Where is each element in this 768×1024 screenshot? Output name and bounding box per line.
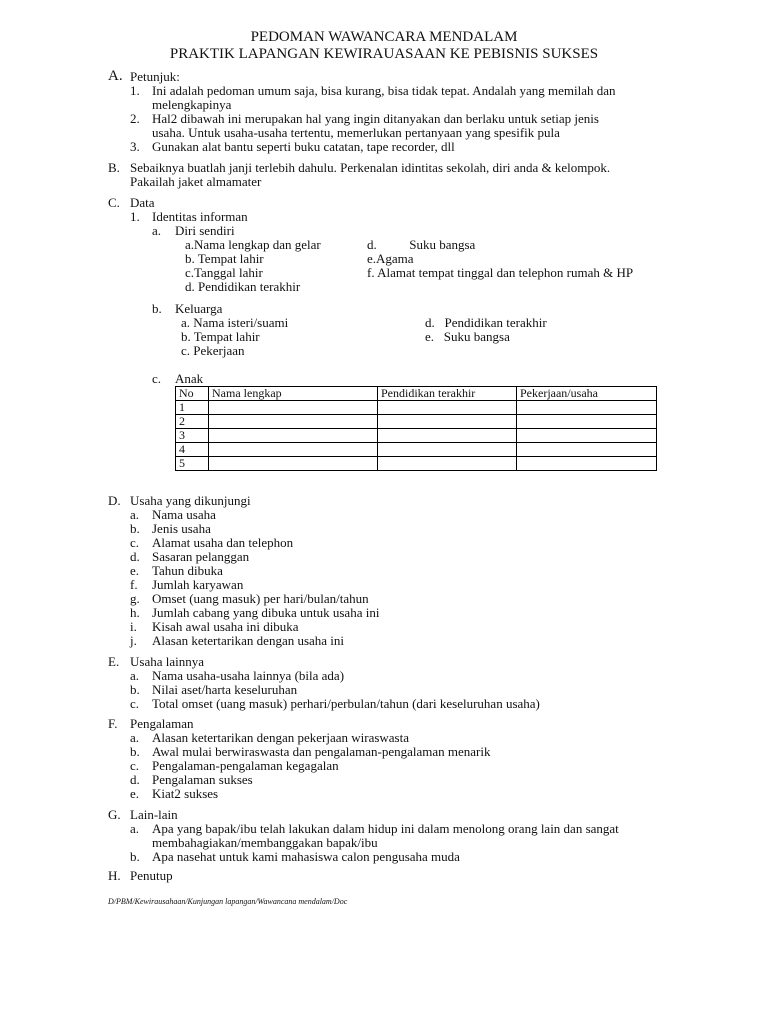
section-c-letter: C.	[108, 195, 120, 210]
list-item-number: a.	[130, 730, 140, 745]
list-item-text: Alasan ketertarikan dengan pekerjaan wiraswasta	[152, 730, 409, 745]
table-header-row	[176, 387, 657, 401]
list-item-text: Sasaran pelanggan	[152, 549, 250, 564]
section-c-title: Data	[130, 195, 155, 210]
list-item-text: membahagiakan/membanggakan bapak/ibu	[152, 835, 378, 850]
list-item-text: Awal mulai berwiraswasta dan pengalaman-pengalaman menarik	[152, 744, 491, 759]
list-item-text: Omset (uang masuk) per hari/bulan/tahun	[152, 591, 369, 606]
list-item-text: Jenis usaha	[152, 521, 211, 536]
list-item-number: b.	[130, 521, 140, 536]
list-item-text: Jumlah cabang yang dibuka untuk usaha ini	[152, 605, 380, 620]
table-header-cell: Nama lengkap	[209, 387, 378, 401]
list-item-number: j.	[130, 633, 137, 648]
table-cell[interactable]	[209, 443, 378, 457]
list-item-number: g.	[130, 591, 140, 606]
list-item-number: e.	[130, 786, 140, 801]
field-label: b. Tempat lahir	[181, 329, 260, 344]
list-item-number: a.	[130, 507, 140, 522]
list-item-text: Ini adalah pedoman umum saja, bisa kurang, bisa tidak tepat. Andalah yang memilah dan	[152, 83, 616, 98]
list-item-text: Nilai aset/harta keseluruhan	[152, 682, 298, 697]
list-item-number: f.	[130, 577, 138, 592]
list-item-number: 2.	[130, 111, 140, 126]
field-label: d. Pendidikan terakhir	[425, 315, 547, 330]
list-item-text: Alamat usaha dan telephon	[152, 535, 294, 550]
list-item-number: c.	[152, 371, 162, 386]
document-subtitle: PRAKTIK LAPANGAN KEWIRAUASAAN KE PEBISNIS SUKSES	[169, 46, 599, 62]
list-item-text: melengkapinya	[152, 97, 232, 112]
field-label: d. Pendidikan terakhir	[185, 279, 301, 294]
table-cell[interactable]	[378, 415, 517, 429]
list-item-number: h.	[130, 605, 140, 620]
list-item-number: d.	[130, 772, 140, 787]
table-row	[176, 415, 657, 429]
list-item-text: Diri sendiri	[175, 223, 235, 238]
section-a-title: Petunjuk:	[130, 69, 180, 84]
table-cell: 2	[176, 415, 209, 429]
list-item-text: Kiat2 sukses	[152, 786, 219, 801]
field-label: c.Tanggal lahir	[185, 265, 263, 280]
table-cell[interactable]	[378, 443, 517, 457]
field-label: e.Agama	[367, 251, 414, 266]
field-label: e. Suku bangsa	[425, 329, 510, 344]
table-cell[interactable]	[517, 457, 657, 471]
field-label: c. Pekerjaan	[181, 343, 245, 358]
list-item-number: 3.	[130, 139, 140, 154]
table-cell[interactable]	[209, 401, 378, 415]
field-label: f. Alamat tempat tinggal dan telephon rumah & HP	[367, 265, 634, 280]
field-label: d. Suku bangsa	[367, 237, 476, 252]
section-h-letter: H.	[108, 868, 121, 883]
section-b-text: Pakailah jaket almamater	[130, 174, 262, 189]
list-item-number: c.	[130, 535, 140, 550]
list-item-text: Apa yang bapak/ibu telah lakukan dalam hidup ini dalam menolong orang lain dan sangat	[152, 821, 619, 836]
section-f-title: Pengalaman	[130, 716, 194, 731]
section-h-title: Penutup	[130, 868, 173, 883]
section-a-letter: A.	[108, 68, 123, 84]
list-item-number: a.	[130, 668, 140, 683]
section-d-title: Usaha yang dikunjungi	[130, 493, 251, 508]
field-label: a. Nama isteri/suami	[181, 315, 289, 330]
list-item-number: a.	[152, 223, 162, 238]
list-item-text: Tahun dibuka	[152, 563, 223, 578]
table-cell[interactable]	[517, 429, 657, 443]
list-item-text: Pengalaman sukses	[152, 772, 253, 787]
table-cell: 5	[176, 457, 209, 471]
list-item-text: Gunakan alat bantu seperti buku catatan, tape recorder, dll	[152, 139, 455, 154]
table-cell[interactable]	[378, 457, 517, 471]
list-item-text: Hal2 dibawah ini merupakan hal yang ingin ditanyakan dan berlaku untuk setiap jenis	[152, 111, 599, 126]
table-cell[interactable]	[517, 443, 657, 457]
section-g-title: Lain-lain	[130, 807, 178, 822]
list-item-number: b.	[130, 849, 140, 864]
children-table	[175, 386, 657, 471]
section-e-letter: E.	[108, 654, 120, 669]
table-cell[interactable]	[209, 457, 378, 471]
list-item-number: d.	[130, 549, 140, 564]
table-row	[176, 401, 657, 415]
list-item-number: 1.	[130, 83, 140, 98]
list-item-number: b.	[130, 682, 140, 697]
list-item-text: Total omset (uang masuk) perhari/perbulan/tahun (dari keseluruhan usaha)	[152, 696, 540, 711]
table-cell: 4	[176, 443, 209, 457]
list-item-text: Anak	[175, 371, 204, 386]
table-row	[176, 429, 657, 443]
list-item-text: Kisah awal usaha ini dibuka	[152, 619, 299, 634]
table-cell[interactable]	[209, 415, 378, 429]
list-item-text: Pengalaman-pengalaman kegagalan	[152, 758, 339, 773]
list-item-number: a.	[130, 821, 140, 836]
table-cell[interactable]	[378, 401, 517, 415]
table-cell: 1	[176, 401, 209, 415]
section-b-text: Sebaiknya buatlah janji terlebih dahulu. Perkenalan idintitas sekolah, diri anda & kelompok.	[130, 160, 611, 175]
field-label: b. Tempat lahir	[185, 251, 264, 266]
table-cell[interactable]	[209, 429, 378, 443]
document-footer: D/PBM/Kewirausahaan/Kunjungan lapangan/Wawancana mendalam/Doc	[108, 897, 348, 906]
section-d-letter: D.	[108, 493, 121, 508]
table-header-cell: Pendidikan terakhir	[378, 387, 517, 401]
table-cell[interactable]	[378, 429, 517, 443]
table-header-cell: No	[176, 387, 209, 401]
table-row	[176, 457, 657, 471]
list-item-number: b.	[130, 744, 140, 759]
list-item-text: Keluarga	[175, 301, 223, 316]
list-item-text: Apa nasehat untuk kami mahasiswa calon pengusaha muda	[152, 849, 460, 864]
section-e-title: Usaha lainnya	[130, 654, 205, 669]
list-item-number: c.	[130, 696, 140, 711]
list-item-text: Identitas informan	[152, 209, 248, 224]
field-label: a.Nama lengkap dan gelar	[185, 237, 321, 252]
table-row	[176, 443, 657, 457]
list-item-number: i.	[130, 619, 137, 634]
document-title: PEDOMAN WAWANCARA MENDALAM	[250, 29, 518, 45]
table-header-cell: Pekerjaan/usaha	[517, 387, 657, 401]
section-f-letter: F.	[108, 716, 118, 731]
list-item-number: c.	[130, 758, 140, 773]
list-item-text: usaha. Untuk usaha-usaha tertentu, memerlukan pertanyaan yang spesifik pula	[152, 125, 560, 140]
table-cell[interactable]	[517, 415, 657, 429]
list-item-number: e.	[130, 563, 140, 578]
list-item-text: Alasan ketertarikan dengan usaha ini	[152, 633, 345, 648]
list-item-text: Jumlah karyawan	[152, 577, 244, 592]
table-cell[interactable]	[517, 401, 657, 415]
list-item-text: Nama usaha	[152, 507, 216, 522]
list-item-number: 1.	[130, 209, 140, 224]
table-cell: 3	[176, 429, 209, 443]
section-g-letter: G.	[108, 807, 121, 822]
list-item-number: b.	[152, 301, 162, 316]
list-item-text: Nama usaha-usaha lainnya (bila ada)	[152, 668, 345, 683]
section-b-letter: B.	[108, 160, 120, 175]
